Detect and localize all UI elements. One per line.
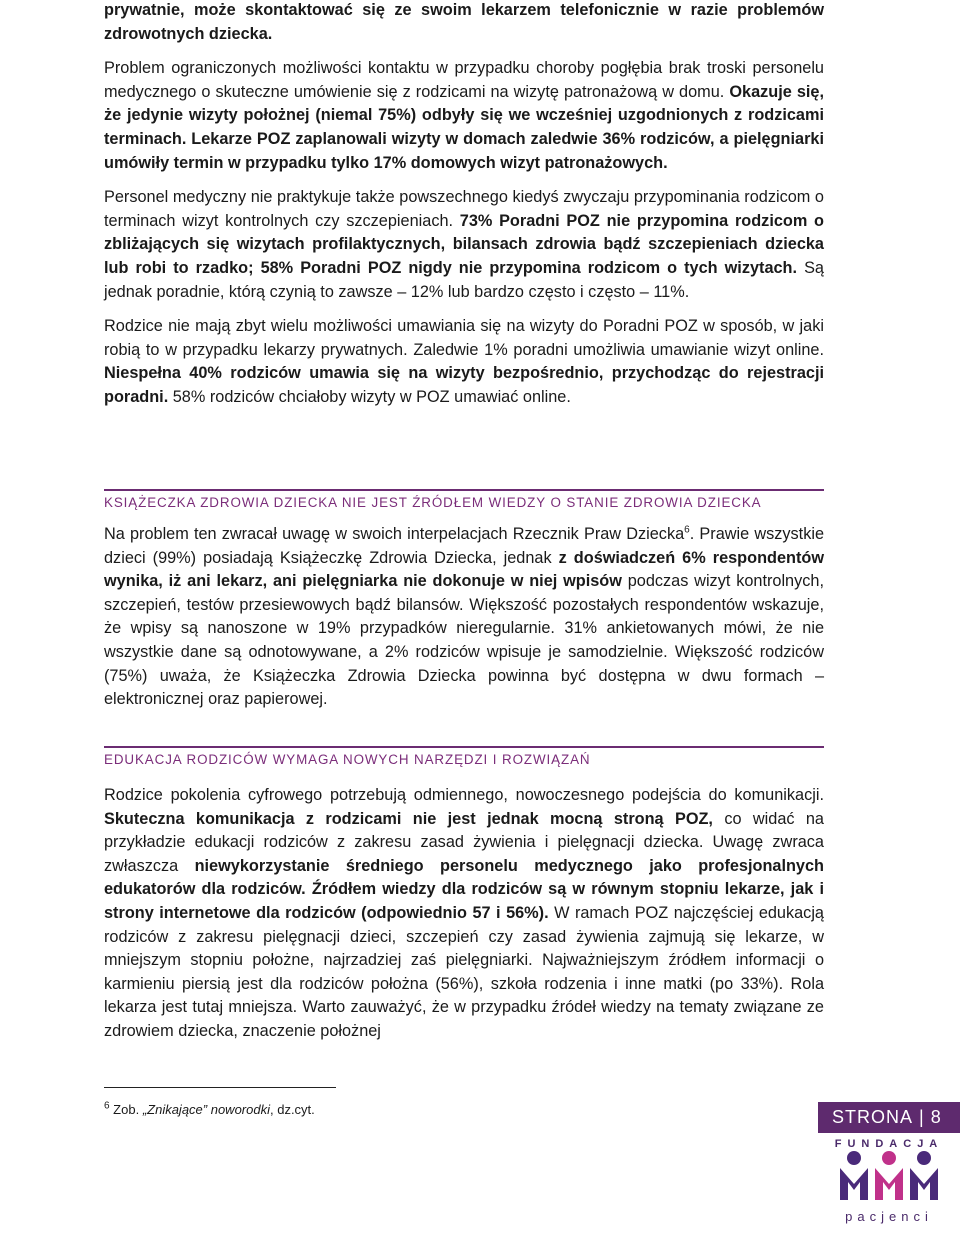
footnote: $^6$ Zob. „Znikające” noworodki, dz.cyt.	[104, 1100, 315, 1117]
section-heading-education: EDUKACJA RODZICÓW WYMAGA NOWYCH NARZĘDZI I ROZWIĄZAŃ	[104, 746, 824, 767]
paragraph-3: Personel medyczny nie praktykuje także powszechnego kiedyś zwyczaju przypominania rodzicom o terminach wizyt kontrolnych czy szczepieniach. 73% Poradni POZ nie przypomina rodzicom o zbliżających się wizytach profilaktycznych, bilansach zdrowia bądź szczepieniach dziecka lub robi to rzadko; 58% Poradni POZ nigdy nie przypomina rodzicom o tych wizytach. Są jednak poradnie, którą czynią to zawsze – 12% lub bardzo często i często – 11%.	[104, 188, 824, 301]
footnote-divider	[104, 1087, 336, 1088]
section-heading-health-book: KSIĄŻECZKA ZDROWIA DZIECKA NIE JEST ŹRÓDŁEM WIEDZY O STANIE ZDROWIA DZIECKA	[104, 489, 824, 510]
footnote-ref[interactable]: 6	[684, 524, 690, 536]
paragraph-4: Rodzice nie mają zbyt wielu możliwości umawiania się na wizyty do Poradni POZ w sposób, w jaki robią to w przypadku lekarzy prywatnych. Zaledwie 1% poradni umożliwia umawianie wizyt online. Niespełna 40% rodziców umawia się na wizyty bezpośrednio, przychodząc do rejestracji poradni. 58% rodziców chciałoby wizyty w POZ umawiać online.	[104, 317, 824, 406]
paragraph-5: Na problem ten zwracał uwagę w swoich interpelacjach Rzecznik Praw Dziecka$^6$. Prawie wszystkie dzieci (99%) posiadają Książeczkę Zdrowia Dziecka, jednak z doświadczeń 6% respondentów wynika, iż ani lekarz, ani pielęgniarka nie dokonuje w niej wpisów podczas wizyt kontrolnych, szczepień, testów przesiewowych bądź bilansów. Większość pozostałych respondentów wskazuje, że wpisy są nanoszone w 19% przypadków nieregularnie. 31% ankietowanych mówi, że nie wszystkie dane są odnotowywane, a 2% rodziców wpisuje je samodzielnie. Większość rodziców (75%) uważa, że Książeczka Zdrowia Dziecka powinna być dostępna w dwu formach – elektronicznej oraz papierowej.	[104, 524, 825, 709]
paragraph-6: Rodzice pokolenia cyfrowego potrzebują odmiennego, nowoczesnego podejścia do komunikacji. Skuteczna komunikacja z rodzicami nie jest jednak mocną stroną POZ, co widać na przykładzie edukacji rodziców z zakresu zasad żywienia i pielęgnacji dziecka. Uwagę zwraca zwłaszcza niewykorzystanie średniego personelu medycznego jako profesjonalnych edukatorów dla rodziców. Źródłem wiedzy dla rodziców są w równym stopniu lekarze, jak i strony internetowe dla rodziców (odpowiednio 57 i 56%). W ramach POZ najczęściej edukacją rodziców z zakresu pielęgnacji dzieci, szczepień czy zasad żywienia zajmują się lekarze, w mniejszym stopniu położne, najrzadziej zaś pielęgniarki. Najważniejszym źródłem informacji o karmieniu piersią jest dla rodziców położna (56%), szkoła rodzenia i inne matki (po 33%). Rola lekarza jest tutaj mniejsza. Warto zauważyć, że w przypadku źródeł wiedzy na tematy związane ze zdrowiem dziecka, znaczenie położnej	[104, 786, 824, 1040]
page-number-badge: STRONA | 8	[818, 1102, 960, 1133]
text-block-1	[104, 0, 824, 410]
text-block-2	[104, 523, 824, 712]
paragraph-1: prywatnie, może skontaktować się ze swoim lekarzem telefonicznie w razie problemów zdrowotnych dziecka.	[104, 1, 824, 43]
logo-mark-icon	[834, 1150, 944, 1202]
foundation-logo: FUNDACJA pacjenci	[834, 1138, 944, 1224]
text-block-3	[104, 784, 824, 1044]
paragraph-2: Problem ograniczonych możliwości kontaktu w przypadku choroby pogłębia brak troski personelu medycznego o skuteczne umówienie się z rodzicami na wizytę patronażową w domu. Okazuje się, że jedynie wizyty położnej (niemal 75%) odbyły się we wcześniej uzgodnionych z rodzicami terminach. Lekarze POZ zaplanowali wizyty w domach zaledwie 36% rodziców, a pielęgniarki umówiły termin w przypadku tylko 17% domowych wizyt patronażowych.	[104, 59, 824, 172]
